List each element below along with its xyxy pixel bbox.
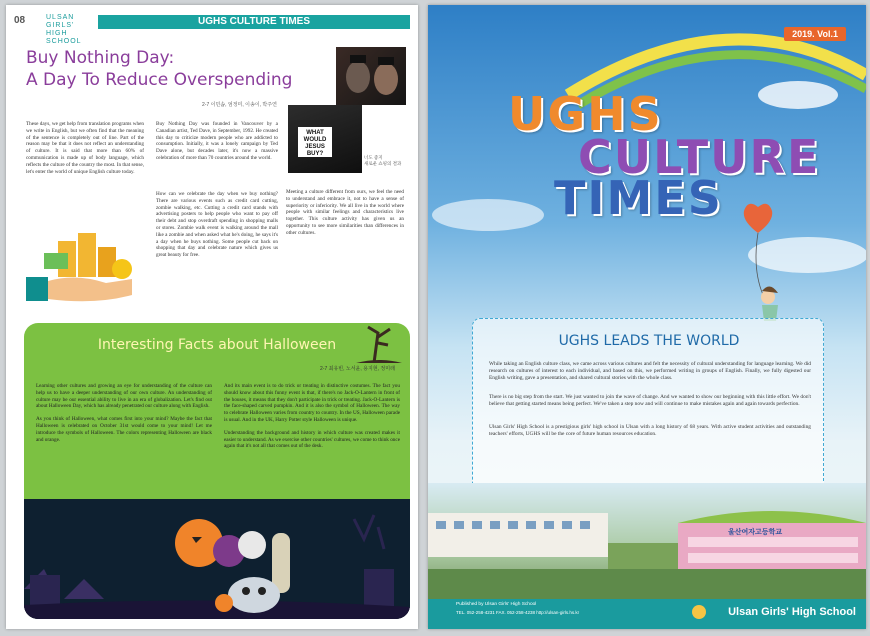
footer-contact: TEL. 052-258-4231 FAX. 052-258-4238 http://ulsan-girls.hs.kr [456, 610, 580, 615]
header-bar: UGHS CULTURE TIMES [98, 15, 410, 29]
halloween-illustration [24, 499, 410, 619]
paragraph: As you think of Halloween, what comes first into your mind? Maybe the fact that Halloween is celebrated on October 31st would come to your mind! Let me introduce the symbols of Halloween. The colors representing Halloween are black and orange. [36, 416, 212, 443]
logo-culture: CULTURE [578, 130, 821, 184]
footer-publisher: Published by Ulsan Girls' High School [456, 602, 537, 607]
logo-ughs: UGHS [508, 87, 663, 141]
halloween-box [24, 323, 410, 619]
school-emblem-icon [692, 605, 706, 619]
page-number: 08 [14, 15, 26, 26]
paragraph: Buy Nothing Day was founded in Vancouver by a Canadian artist, Ted Dave, in September, 1992. He created this day to criticize modern people who are addicted to consumption. Initially, it was a lonely campaign by Ted Dave alone, but decades later, it's now a massive celebration of more than 70 countries around the world. [156, 121, 278, 161]
authors: 2-7 이민솜, 엄정미, 이송이, 박주연 [202, 102, 277, 108]
volume-badge: 2019. Vol.1 [784, 27, 846, 41]
article-box [472, 318, 824, 494]
tree-icon [354, 323, 404, 363]
paragraph: Ulsan Girls' High School is a prestigious girls' high school in Ulsan with a long history of 68 years. With active student activities and outstanding teachers' efforts, UGHS will be the core of future human resources education. [489, 424, 811, 437]
school-label: ULSAN GIRLS' HIGH SCHOOL [46, 14, 82, 45]
girl-balloon-icon [738, 201, 798, 331]
footer [428, 599, 866, 629]
box-title: UGHS LEADS THE WORLD [558, 333, 740, 349]
article-title [26, 47, 292, 91]
zombie-photo [336, 47, 406, 105]
protest-photo [288, 105, 362, 173]
halloween-col-2 [224, 383, 400, 450]
paragraph: Understanding the background and history in which culture was created makes it easier to understand. As we exercise other countries' cultures, we come to think once again that it's not all that comes out of the desk. [224, 429, 400, 450]
left-page [6, 5, 418, 629]
footer-school-name: Ulsan Girls' High School [728, 606, 856, 618]
building-icon [428, 483, 866, 601]
paragraph: How can we celebrate the day when we buy nothing? There are various events such as credit card cutting, zombie walking, etc. Cutting a credit card stands with advertising posters to help people who want to pay off their debt and stop overdraft spending in shopping malls or stores. Zombie walk event is walking around the mall like a zombie and when asked what he's doing, he says it's a day when he buys nothing. Some people cut back on shopping that day and celebrate nature which gives us great beauty for free. [156, 191, 278, 259]
photo-caption: 너도 좋지 새로운 쇼핑의 결과 [364, 155, 402, 166]
building-sign: 울산여자고등학교 [728, 528, 783, 536]
paragraph: Learning other cultures and growing an eye for understanding of the culture can help us to have a deeper understanding of our own culture. An understanding of culture may be our essential ability to live in an era of globalization. Let's find out about Halloween Day, which has already penetrated our culture along with English. [36, 383, 212, 410]
title-line1: Buy Nothing Day: [26, 48, 175, 68]
halloween-authors: 2-7 최유빈, 노서윤, 용지현, 정미래 [320, 366, 395, 372]
paragraph: These days, we get help from translation programs when we write in English, but we often find that the meaning of the sentence is completely out of line. Part of the reason may be that it does not reflect an understanding of culture. It is said that more than 60% of communication is made up of body language, which reflects the culture of the country the most. In that sense, let's enter the world of unique English culture today. [26, 121, 144, 175]
paragraph: There is no big step from the start. We just wanted to join the wave of change. And we wanted to show our beginning with this little effort. We don't believe that getting started means being perfect. We've taken a step now and will continue to make mistakes again and again towards perfection. [489, 394, 811, 407]
title-line2: A Day To Reduce Overspending [26, 70, 293, 90]
paragraph: While taking an English culture class, we came across various cultures and felt the necessity of cultural understanding for language learning. We did research on cultures of interest to each individual, and based on this, we performed writing in groups of English. Finally, we fully digested our English writing, gave a presentation, and shared cultural stories with the whole class. [489, 361, 811, 381]
halloween-col-1 [36, 383, 212, 443]
paragraph: Meeting a culture different from ours, we feel the need to understand and embrace it, not to have a sense of superiority or inferiority. We all live in the world where people with similar feelings and characteristics live together. This culture activity has given us an opportunity to see more similarities than differences in other cultures. [286, 189, 404, 236]
paragraph: And its main event is to do trick or treating in distinctive costumes. The fact you should know about this funny event is that, if there's no Jack-O-Lantern in front of the houses, it means that they don't participate in trick or treating. Jack-O-Lantern is the face-shaped carved pumpkin. And it is also the symbol of Halloween. The way to celebrate Halloween varies from country to country. In the US, Halloween parade is usual. And in the UK, Harry Potter style Halloween is unique. [224, 383, 400, 423]
cover-page [428, 5, 866, 629]
school-building-photo [428, 483, 866, 601]
logo-times: TIMES [554, 171, 723, 225]
zombie-face-icon [336, 47, 406, 105]
money-hand-icon [26, 223, 138, 307]
protest-sign: WHAT WOULD JESUS BUY? [298, 127, 332, 157]
halloween-title: Interesting Facts about Halloween [97, 337, 337, 353]
